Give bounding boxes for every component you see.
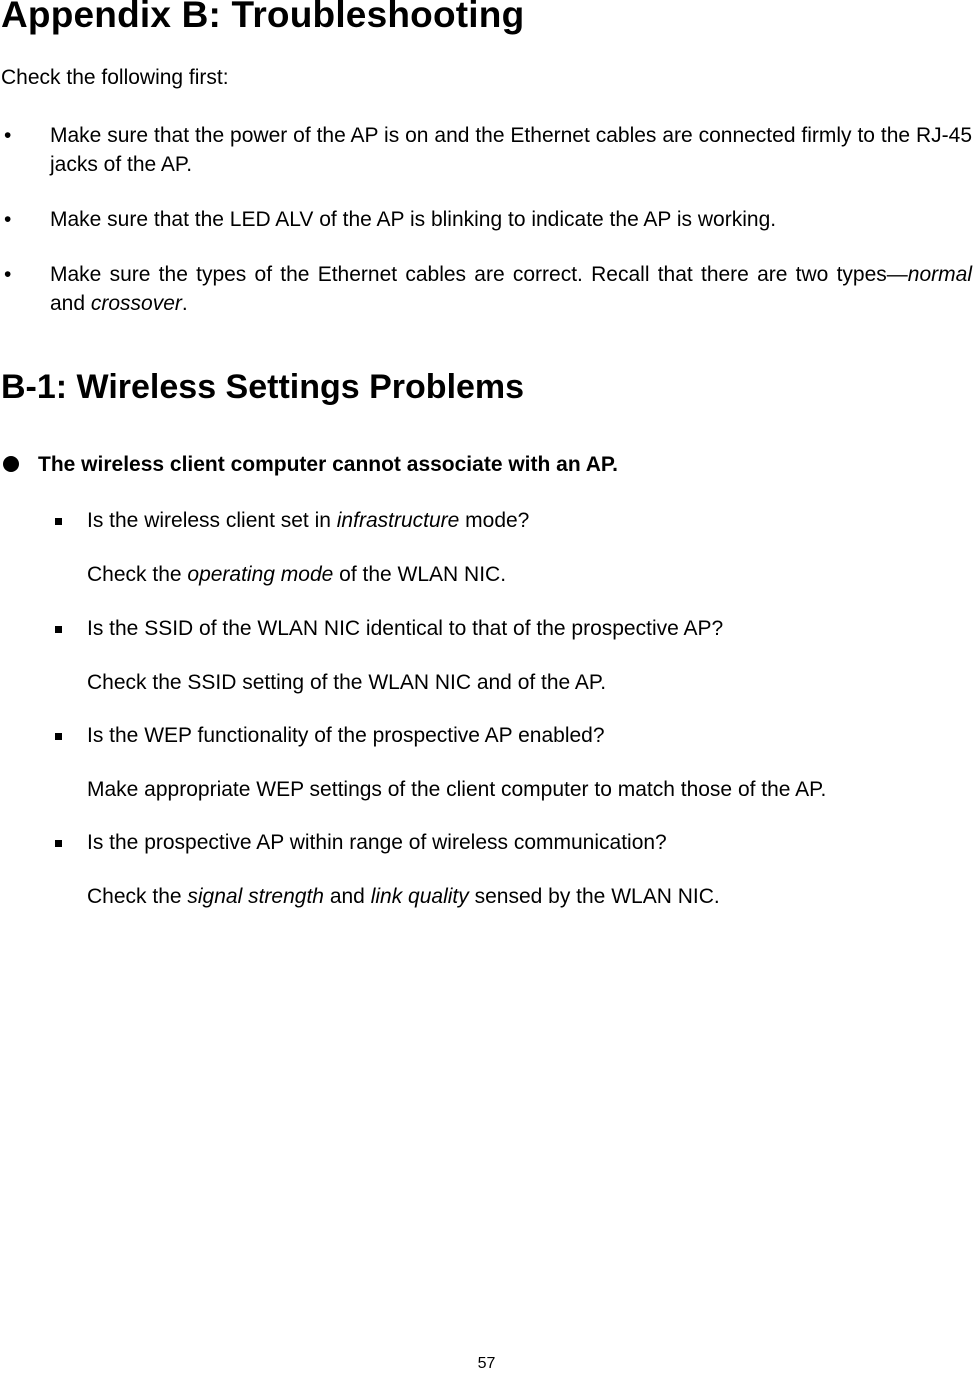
square-bullet-icon — [55, 626, 62, 633]
emphasis-normal: normal — [907, 263, 972, 286]
page-number: 57 — [477, 1355, 496, 1372]
checklist-item-text: Make sure that the power of the AP is on and the Ethernet cables are connected firmly to the RJ-45 jacks of the AP. — [50, 124, 972, 176]
intro-text: Check the following first: — [1, 66, 229, 89]
answer-text: Make appropriate WEP settings of the client computer to match those of the AP. — [87, 778, 827, 801]
bullet-dot-icon: • — [4, 208, 12, 231]
answer-text: Check the operating mode of the WLAN NIC. — [87, 563, 507, 586]
page-title: Appendix B: Troubleshooting — [1, 0, 525, 35]
question-text: Is the WEP functionality of the prospective AP enabled? — [87, 724, 605, 747]
checklist-item-text: Make sure the types of the Ethernet cables are correct. Recall that there are two types—normal and crossover. — [50, 263, 972, 315]
answer-text: Check the signal strength and link quality sensed by the WLAN NIC. — [87, 885, 720, 908]
problem-bullet-icon — [3, 456, 19, 472]
emphasis-crossover: crossover — [90, 292, 182, 315]
question-text: Is the prospective AP within range of wireless communication? — [87, 831, 667, 854]
square-bullet-icon — [55, 840, 62, 847]
section-title: B-1: Wireless Settings Problems — [1, 368, 525, 406]
checklist-item-text: Make sure that the LED ALV of the AP is blinking to indicate the AP is working. — [50, 208, 777, 231]
question-text: Is the SSID of the WLAN NIC identical to that of the prospective AP? — [87, 617, 724, 640]
bullet-dot-icon: • — [4, 124, 12, 147]
answer-text: Check the SSID setting of the WLAN NIC and of the AP. — [87, 671, 607, 694]
square-bullet-icon — [55, 733, 62, 740]
question-text: Is the wireless client set in infrastructure mode? — [87, 509, 530, 532]
problem-heading: The wireless client computer cannot associate with an AP. — [38, 453, 619, 476]
bullet-dot-icon: • — [4, 263, 12, 286]
square-bullet-icon — [55, 518, 62, 525]
